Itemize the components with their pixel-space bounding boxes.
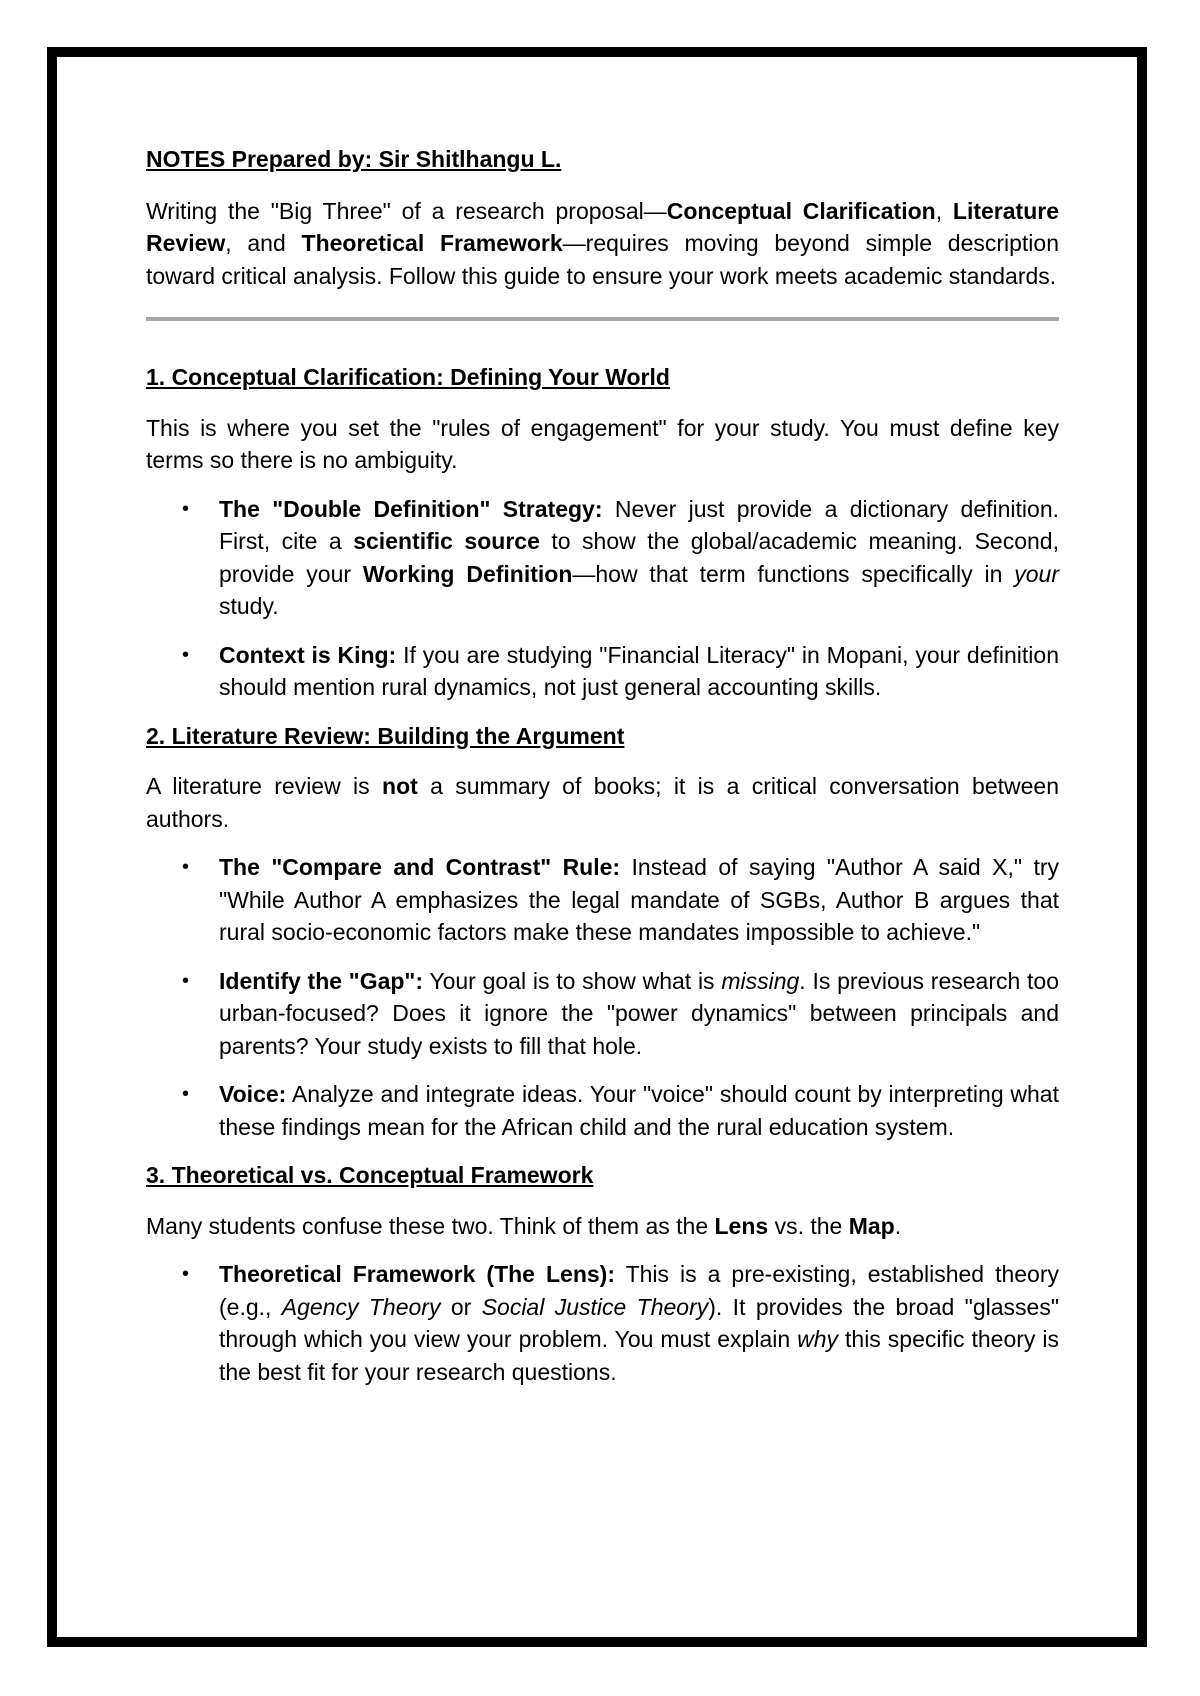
- bullet-list: [146, 851, 1059, 1143]
- bullet-label: The "Double Definition" Strategy:: [219, 495, 603, 522]
- list-item: [146, 639, 1059, 704]
- bullet-italic: Agency Theory: [281, 1293, 441, 1320]
- bullet-text: study.: [219, 593, 279, 619]
- body-emphasis: not: [382, 773, 418, 799]
- horizontal-divider: [146, 317, 1059, 321]
- bullet-text: ). It provides the broad "glasses" through which you view your problem. You must explain: [219, 1293, 1059, 1352]
- bullet-icon: •: [182, 497, 190, 520]
- bullet-label: Context is King:: [219, 641, 397, 668]
- bullet-text: This is a pre-existing, established theory (e.g.,: [219, 1261, 1059, 1320]
- bullet-label: Theoretical Framework (The Lens):: [219, 1261, 615, 1287]
- bullet-text: or: [440, 1293, 482, 1320]
- bullet-text: Instead of saying "Author A said X," try "While Author A emphasizes the legal mandate of SGBs, Author B argues that rural socio-economic factors make these mandates impossible to achieve.": [219, 854, 1060, 945]
- bullet-icon: •: [182, 1263, 190, 1285]
- intro-text: —requires moving beyond simple description toward critical analysis. Follow this guide to ensure your work meets academic standards.: [146, 230, 1060, 289]
- bullet-list: [146, 1258, 1059, 1388]
- bullet-icon: •: [182, 643, 190, 666]
- section-heading-framework: 3. Theoretical vs. Conceptual Framework: [146, 1162, 594, 1188]
- bullet-italic: your: [1014, 560, 1059, 587]
- bullet-label: Identify the "Gap":: [219, 967, 424, 994]
- bullet-label: The "Compare and Contrast" Rule:: [219, 854, 621, 880]
- body-text: vs. the: [768, 1212, 849, 1239]
- body-emphasis: Lens: [714, 1212, 769, 1239]
- bullet-text: . Is previous research too urban-focused? Does it ignore the "power dynamics" between principals and parents? Your study exists to fill that hole.: [219, 967, 1060, 1059]
- bullet-list: [146, 493, 1059, 704]
- bullet-italic: Social Justice Theory: [481, 1293, 709, 1320]
- section-heading-conceptual: 1. Conceptual Clarification: Defining Your World: [146, 364, 670, 390]
- list-item: [146, 1078, 1059, 1143]
- bullet-text: Never just provide a dictionary definition. First, cite a: [219, 495, 1059, 554]
- bullet-text: —how that term functions specifically in: [572, 560, 1015, 587]
- list-item: [146, 851, 1059, 949]
- body-text: .: [894, 1212, 902, 1239]
- bullet-text: Your goal is to show what is: [423, 967, 722, 994]
- notes-title: NOTES Prepared by: Sir Shitlhangu L.: [146, 146, 562, 172]
- bullet-icon: •: [182, 1083, 190, 1105]
- list-item: [146, 1258, 1059, 1388]
- body-text: a summary of books; it is a critical conversation between authors.: [146, 773, 1059, 832]
- section-heading-literature: 2. Literature Review: Building the Argument: [146, 722, 625, 749]
- intro-text: , and: [225, 230, 302, 256]
- section-body: This is where you set the "rules of engagement" for your study. You must define key terms so there is no ambiguity.: [146, 414, 1059, 473]
- section-body: [146, 770, 1059, 835]
- bullet-icon: •: [182, 856, 190, 878]
- bullet-text: Analyze and integrate ideas. Your "voice" should count by interpreting what these findings mean for the African child and the rural education system.: [219, 1081, 1059, 1140]
- intro-paragraph: [146, 195, 1059, 293]
- intro-term-literature: Literature Review: [146, 197, 1059, 256]
- intro-term-conceptual: Conceptual Clarification: [666, 197, 936, 224]
- body-emphasis: Map: [848, 1212, 895, 1239]
- bullet-label: Voice:: [219, 1081, 287, 1107]
- body-text: Many students confuse these two. Think of them as the: [146, 1212, 715, 1239]
- bullet-text: If you are studying "Financial Literacy" in Mopani, your definition should mention rural dynamics, not just general accounting skills.: [219, 641, 1059, 700]
- list-item: [146, 965, 1059, 1063]
- bullet-text: this specific theory is the best fit for your research questions.: [219, 1326, 1059, 1385]
- intro-text: Writing the "Big Three" of a research proposal—: [146, 197, 667, 224]
- bullet-emphasis: Working Definition: [362, 560, 573, 587]
- bullet-emphasis: scientific source: [353, 528, 540, 554]
- document-content: [146, 143, 1059, 1404]
- bullet-text: to show the global/academic meaning. Second, provide your: [219, 528, 1059, 587]
- bullet-icon: •: [182, 969, 190, 992]
- intro-term-theoretical: Theoretical Framework: [301, 230, 563, 256]
- section-body: [146, 1210, 1059, 1243]
- bullet-italic: why: [797, 1326, 839, 1352]
- bullet-italic: missing: [721, 967, 800, 994]
- intro-text: ,: [935, 197, 953, 224]
- body-text: A literature review is: [146, 773, 383, 799]
- list-item: [146, 493, 1059, 623]
